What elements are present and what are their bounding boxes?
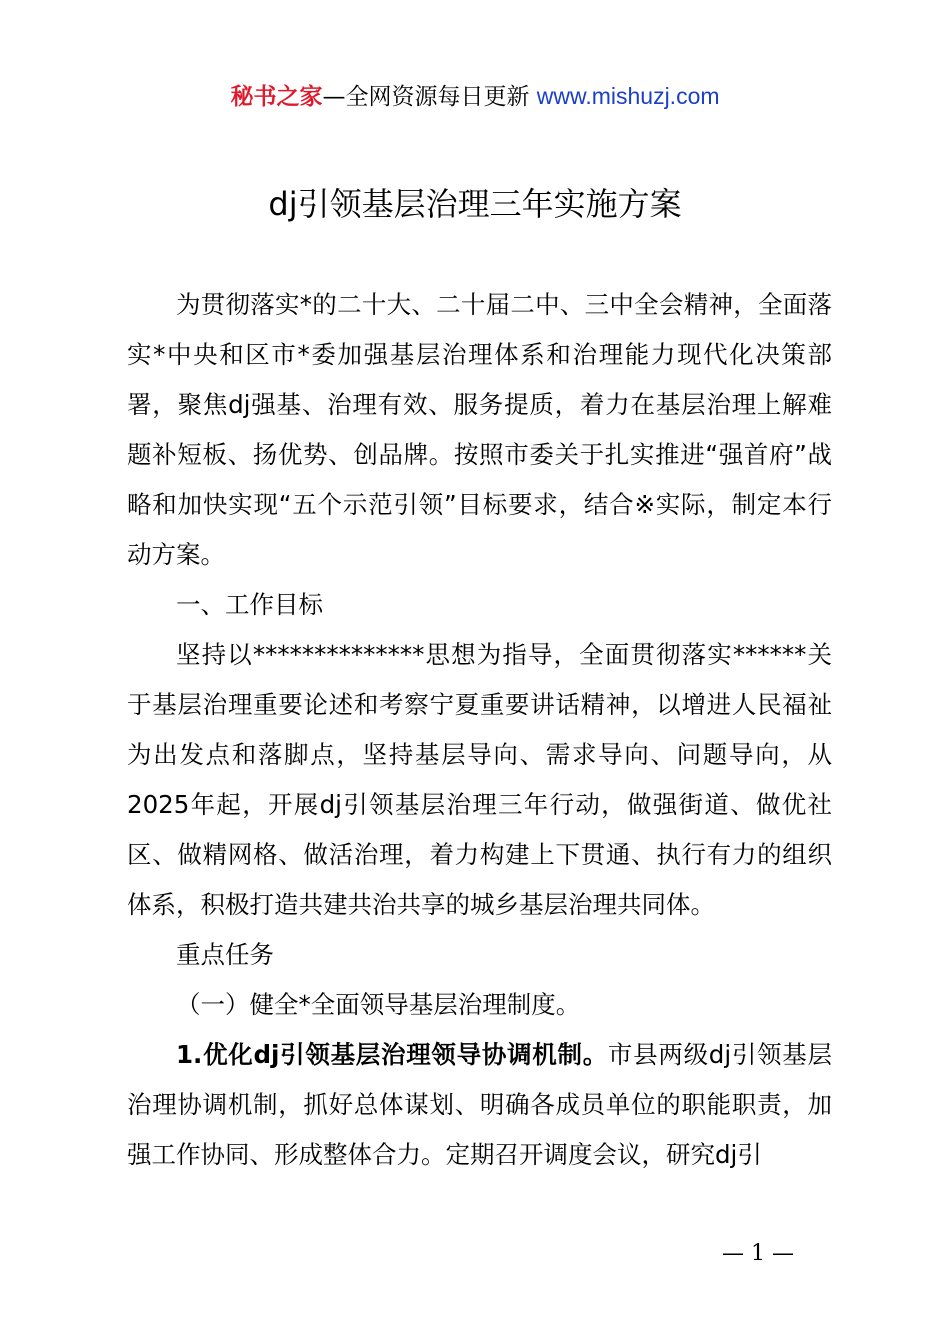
- goals-paragraph: 坚持以**************思想为指导，全面贯彻落实******关于基层治理重要论述和考察宁夏重要讲话精神，以增进人民福祉为出发点和落脚点，坚持基层导向、需求导向、问题导向，从2025年起，开展dj引领基层治理三年行动，做强街道、做优社区、做精网格、做活治理，着力构建上下贯通、执行有力的组织体系，积极打造共建共治共享的城乡基层治理共同体。: [127, 640, 832, 919]
- site-tagline: —全网资源每日更新: [322, 84, 537, 110]
- site-brand: 秘书之家: [230, 84, 323, 110]
- item-1-text: 市县两级dj引领基层治理协调机制，抓好总体谋划、明确各成员单位的职能职责，加强工作协同、形成整体合力。定期召开调度会议，研究dj引: [127, 1040, 832, 1169]
- item-1-paragraph: [127, 1030, 832, 1180]
- intro-paragraph: 为贯彻落实*的二十大、二十届二中、三中全会精神，全面落实*中央和区市*委加强基层治理体系和治理能力现代化决策部署，聚焦dj强基、治理有效、服务提质，着力在基层治理上解难题补短板、扬优势、创品牌。按照市委关于扎实推进“强首府”战略和加快实现“五个示范引领”目标要求，结合※实际，制定本行动方案。: [127, 290, 832, 569]
- document-body: [127, 280, 832, 1180]
- document-title: dj引领基层治理三年实施方案: [268, 185, 682, 223]
- site-banner: [0, 78, 950, 115]
- item-1-lead: 1.优化dj引领基层治理领导协调机制。: [176, 1040, 608, 1069]
- site-url-link[interactable]: www.mishuzj.com: [536, 83, 720, 109]
- page-number: — 1 —: [722, 1241, 794, 1266]
- section-heading-tasks: 重点任务: [176, 940, 274, 969]
- subsection-heading-1: （一）健全*全面领导基层治理制度。: [176, 990, 581, 1019]
- section-heading-goals: 一、工作目标: [176, 590, 323, 619]
